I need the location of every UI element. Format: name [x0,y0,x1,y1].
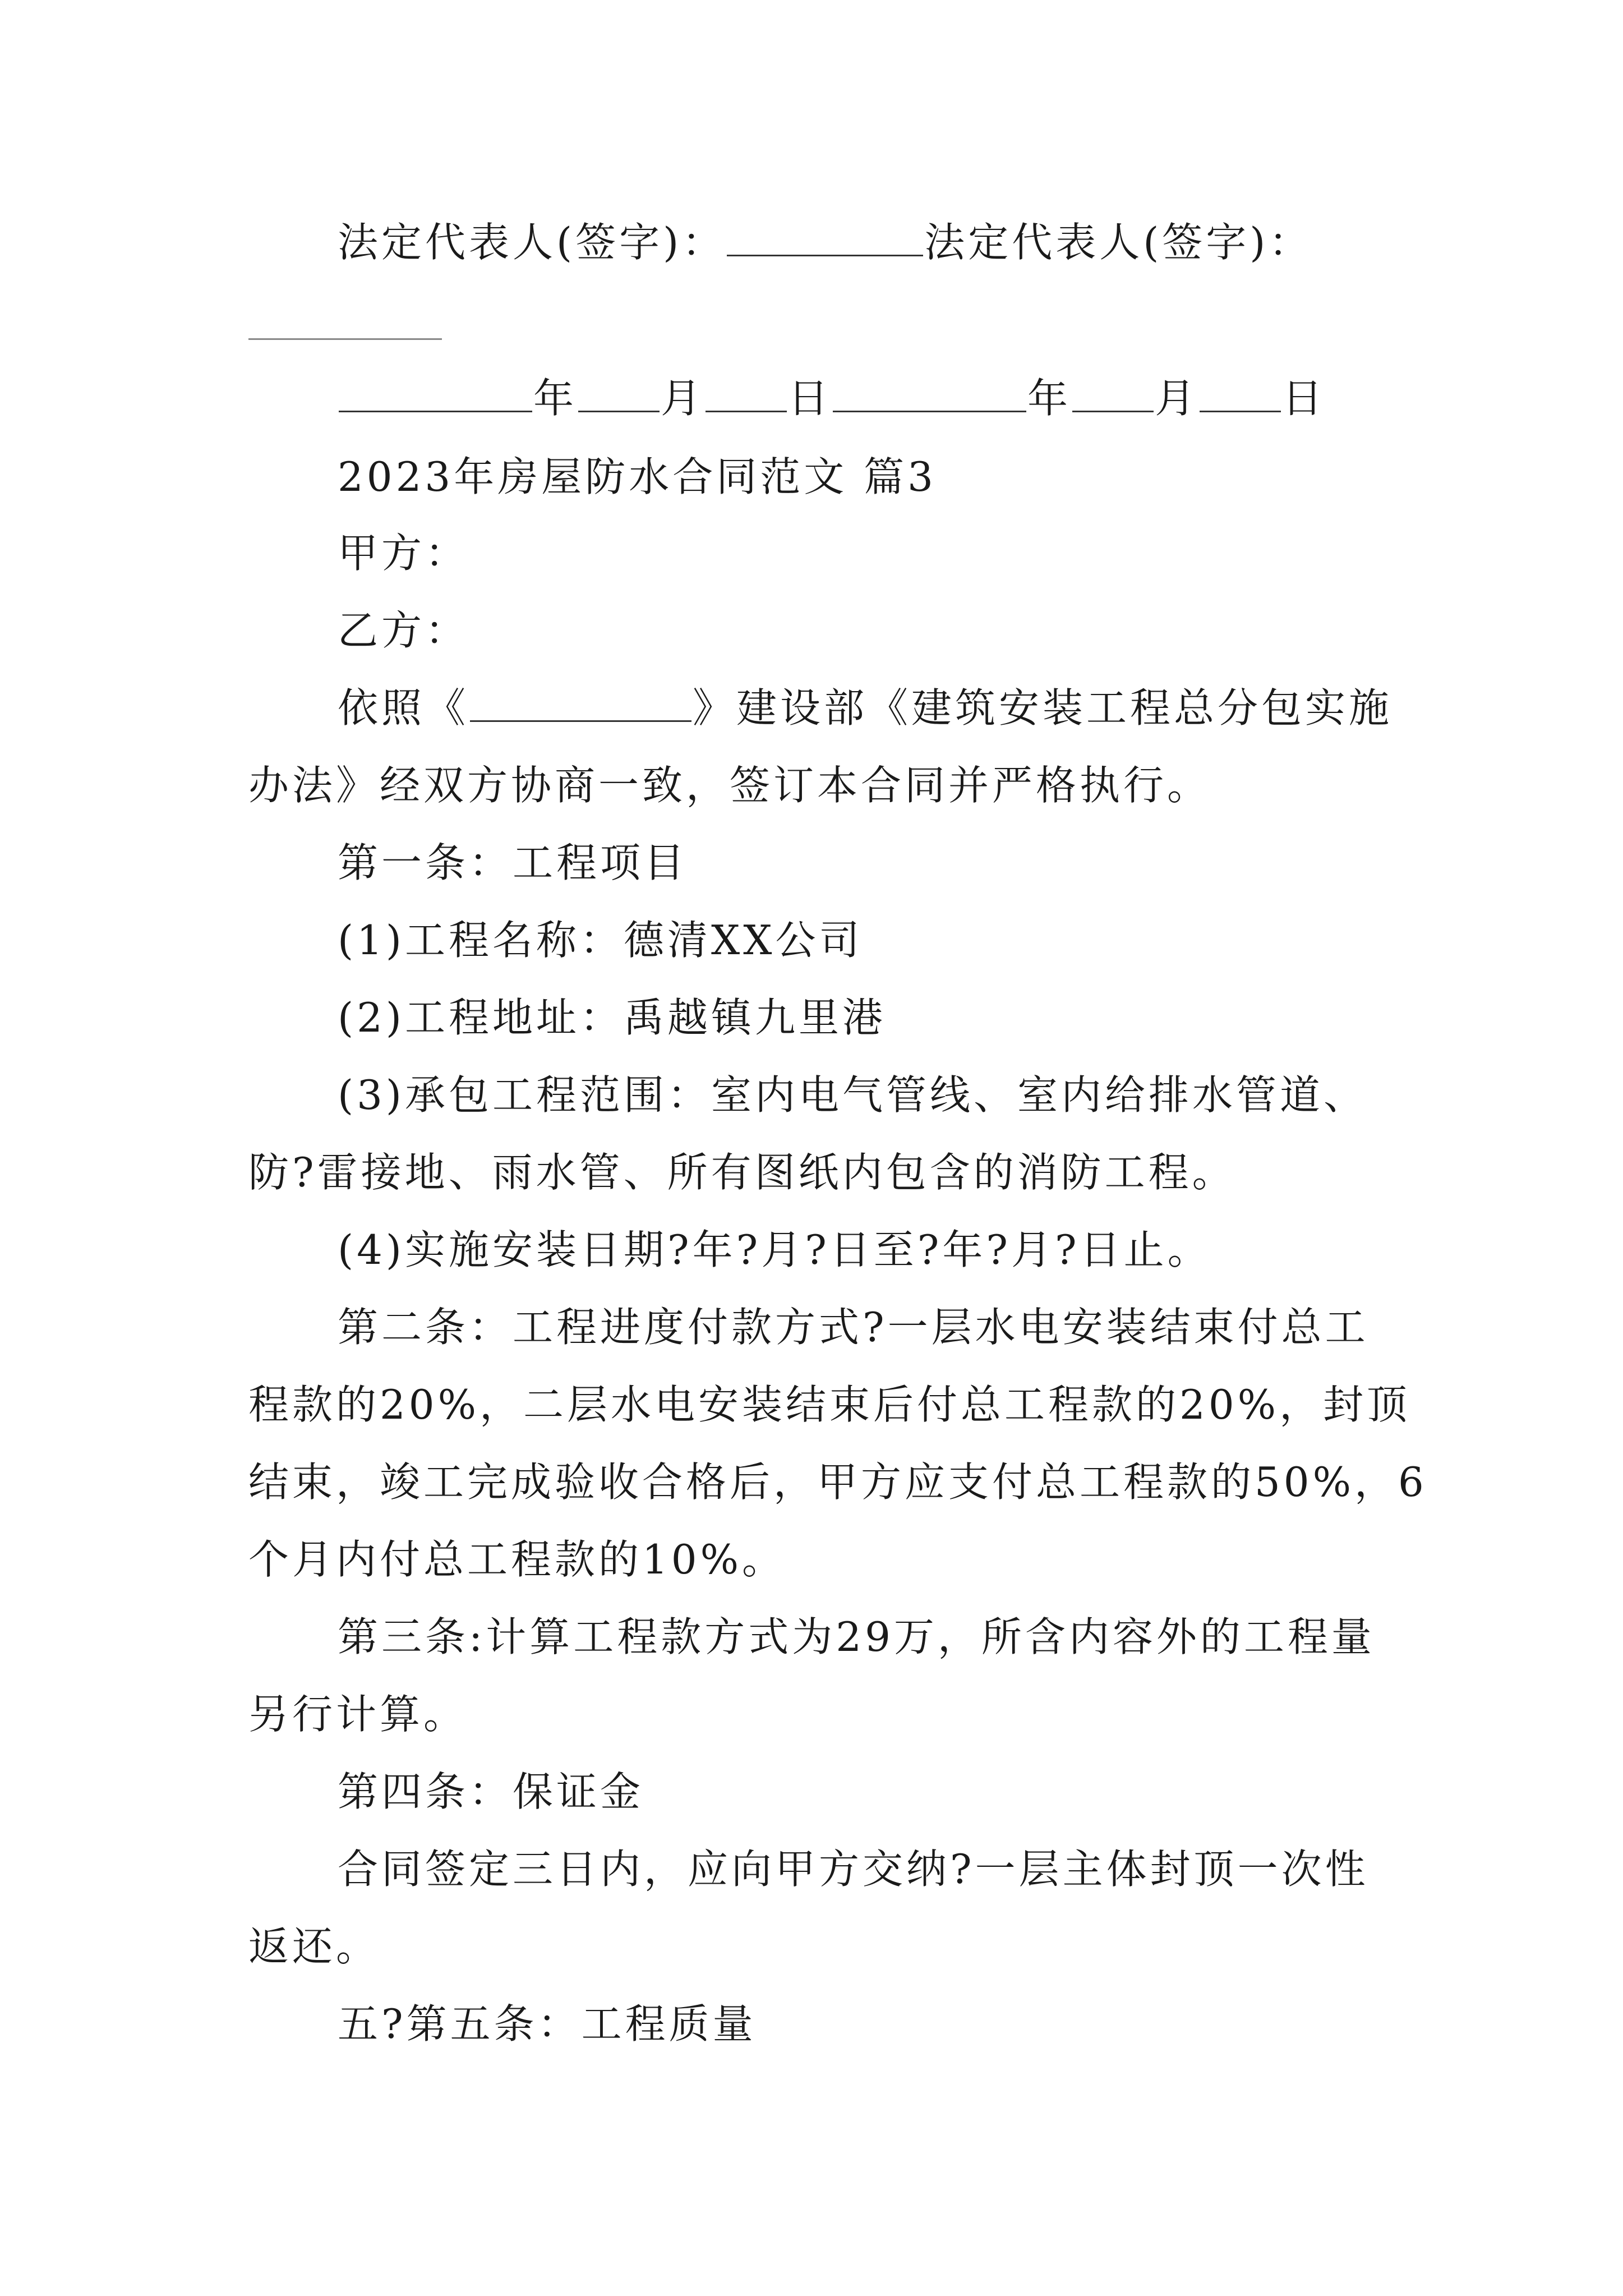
legal-rep-label-a: 法定代表人(签字)： [338,219,726,266]
year-label-b: 年 [1027,375,1072,422]
day-blank-b[interactable] [1200,374,1281,412]
article-4-line-2: 返还。 [248,1923,380,1970]
signature-blank-a[interactable] [727,218,923,256]
month-blank-a[interactable] [578,374,660,412]
article-1-item-3-line-1: (3)承包工程范围：室内电气管线、室内给排水管道、 [338,1071,1367,1119]
day-blank-a[interactable] [706,374,787,412]
year-blank-b[interactable] [833,374,1026,412]
intro-prefix: 依照《 [338,684,469,731]
intro-line-1 [338,680,1393,736]
article-2-line-3: 结束，竣工完成验收合格后，甲方应支付总工程款的50%，6 [248,1458,1427,1506]
signature-blank-b[interactable] [248,338,442,340]
year-blank-a[interactable] [339,374,532,412]
day-label-a: 日 [788,375,832,422]
intro-line-2: 办法》经双方协商一致，签订本合同并严格执行。 [248,762,1211,809]
day-label-b: 日 [1282,375,1326,422]
month-label-a: 月 [661,375,705,422]
article-3-line-1: 第三条:计算工程款方式为29万，所含内容外的工程量 [338,1613,1375,1660]
article-4-line-1: 合同签定三日内，应向甲方交纳?一层主体封顶一次性 [338,1846,1369,1893]
month-label-b: 月 [1155,375,1199,422]
intro-suffix: 》建设部《建筑安装工程总分包实施 [693,684,1393,731]
article-2-line-1: 第二条：工程进度付款方式?一层水电安装结束付总工 [338,1304,1369,1351]
party-a-label: 甲方： [338,530,469,577]
legal-rep-label-b: 法定代表人(签字)： [924,219,1313,266]
article-1-item-3-line-2: 防?雷接地、雨水管、所有图纸内包含的消防工程。 [248,1149,1236,1196]
law-name-blank[interactable] [470,684,691,722]
article-1-item-2: (2)工程地址：禹越镇九里港 [338,994,886,1041]
date-line [338,370,1326,426]
article-2-line-4: 个月内付总工程款的10%。 [248,1536,786,1583]
year-label-a: 年 [533,375,578,422]
signature-line [338,214,1312,270]
article-2-line-2: 程款的20%，二层水电安装结束后付总工程款的20%，封顶 [248,1381,1411,1428]
party-b-label: 乙方： [338,607,469,654]
article-1-item-1: (1)工程名称：德清XX公司 [338,917,863,964]
article-5-title: 五?第五条：工程质量 [338,2000,757,2047]
section-title: 2023年房屋防水合同范文 篇3 [338,453,937,500]
article-1-title: 第一条：工程项目 [338,839,688,886]
article-4-title: 第四条：保证金 [338,1768,644,1815]
month-blank-b[interactable] [1072,374,1154,412]
article-3-line-2: 另行计算。 [248,1691,468,1738]
article-1-item-4: (4)实施安装日期?年?月?日至?年?月?日止。 [338,1226,1211,1273]
